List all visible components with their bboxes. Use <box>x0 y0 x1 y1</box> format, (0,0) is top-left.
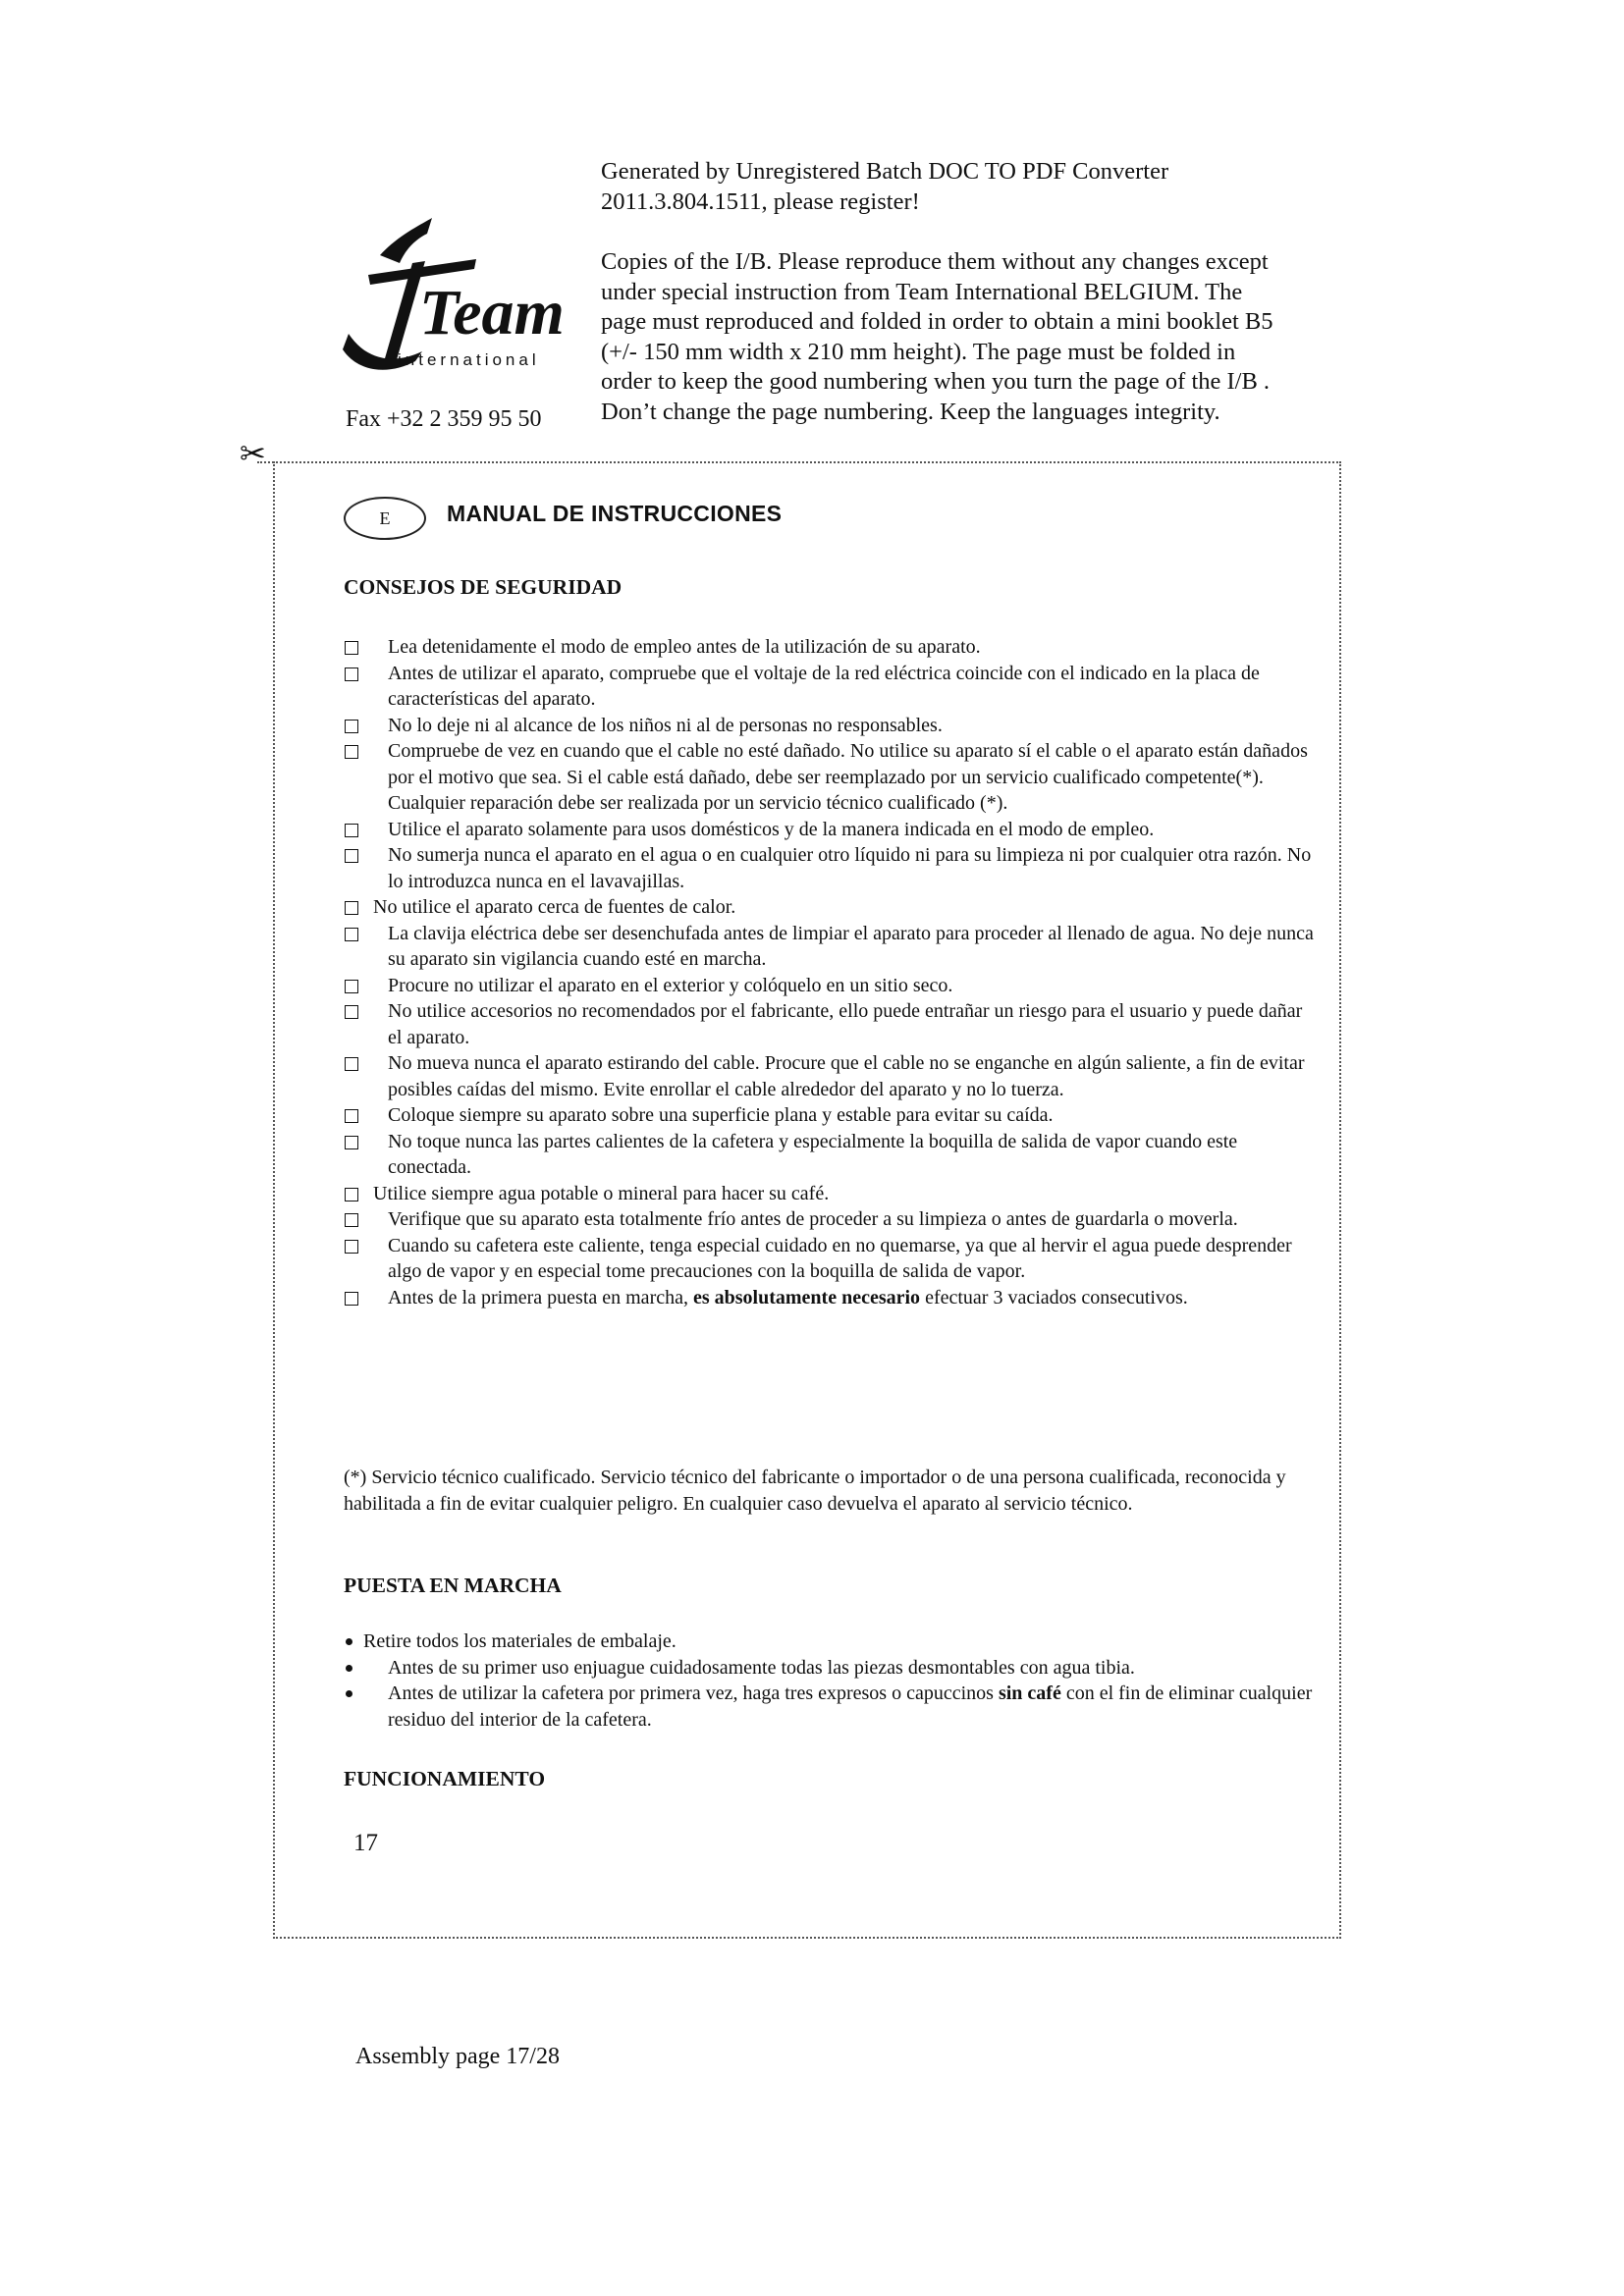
generated-line-2: 2011.3.804.1511, please register! <box>601 187 920 215</box>
list-item: No sumerja nunca el aparato en el agua o en cualquier otro líquido ni para su limpieza ni por cualquier otra razón. No lo introduzca nunca en el lavavajillas. <box>344 842 1316 894</box>
list-item: Cuando su cafetera este caliente, tenga especial cuidado en no quemarse, ya que al hervir el agua puede desprender algo de vapor y en especial tome precauciones con la boquilla de salida de vapor. <box>344 1233 1316 1285</box>
checkbox-icon <box>345 1213 358 1227</box>
list-item: Lea detenidamente el modo de empleo antes de la utilización de su aparato. <box>344 634 1316 661</box>
list-item: Procure no utilizar el aparato en el exterior y colóquelo en un sitio seco. <box>344 973 1316 999</box>
service-note: (*) Servicio técnico cualificado. Servicio técnico del fabricante o importador o de una persona cualificada, reconocida y habilitada a fin de evitar cualquier peligro. En cualquier caso devuelva el aparato al servicio técnico. <box>344 1467 1286 1515</box>
list-item: Coloque siempre su aparato sobre una superficie plana y estable para evitar su caída. <box>344 1102 1316 1129</box>
language-badge: E <box>344 497 426 540</box>
safety-heading: CONSEJOS DE SEGURIDAD <box>344 575 623 599</box>
list-item: Antes de la primera puesta en marcha, es absolutamente necesario efectuar 3 vaciados consecutivos. <box>344 1285 1316 1311</box>
list-item: No mueva nunca el aparato estirando del cable. Procure que el cable no se enganche en algún saliente, a fin de evitar posibles caídas del mismo. Evite enrollar el cable alrededor del aparato y no lo tuerza. <box>344 1050 1316 1102</box>
team-international-logo <box>329 216 565 388</box>
converter-header <box>601 157 1288 427</box>
scissors-icon: ✂ <box>240 436 266 471</box>
list-item: Verifique que su aparato esta totalmente frío antes de proceder a su limpieza o antes de guardarla o moverla. <box>344 1206 1316 1233</box>
list-item: Retire todos los materiales de embalaje. <box>344 1629 1316 1655</box>
checkbox-icon <box>345 1240 358 1254</box>
checkbox-icon <box>345 849 358 863</box>
list-item: Compruebe de vez en cuando que el cable no esté dañado. No utilice su aparato sí el cable o el aparato están dañados por el motivo que sea. Si el cable está dañado, debe ser reemplazado por un servicio cualificado competente(*). Cualquier reparación debe ser realizada por un servicio técnico cualificado (*). <box>344 738 1316 817</box>
list-item: No lo deje ni al alcance de los niños ni al de personas no responsables. <box>344 713 1316 739</box>
copies-instructions: Copies of the I/B. Please reproduce them without any changes except under special instruction from Team International BELGIUM. The page must reproduced and folded in order to obtain a mini booklet B5 (+/- 150 mm width x 210 mm height). The page must be folded in order to keep the good numbering when you turn the page of the I/B . Don’t change the page numbering. Keep the languages integrity. <box>601 248 1273 425</box>
logo-wordmark: Team <box>419 277 565 348</box>
checkbox-icon <box>345 824 358 837</box>
checkbox-icon <box>345 1057 358 1071</box>
checkbox-icon <box>345 1188 358 1201</box>
checkbox-icon <box>345 980 358 993</box>
checkbox-icon <box>345 901 358 915</box>
assembly-page-label: Assembly page 17/28 <box>355 2044 560 2069</box>
list-item: La clavija eléctrica debe ser desenchufada antes de limpiar el aparato para proceder al llenado de agua. No deje nunca su aparato sin vigilancia cuando esté en marcha. <box>344 921 1316 973</box>
setup-list <box>344 1629 1316 1733</box>
bullet-icon <box>346 1665 352 1672</box>
operation-heading: FUNCIONAMIENTO <box>344 1767 546 1790</box>
checkbox-icon <box>345 1005 358 1019</box>
list-item: Antes de utilizar el aparato, compruebe que el voltaje de la red eléctrica coincide con el indicado en la placa de características del aparato. <box>344 661 1316 713</box>
list-item: Antes de su primer uso enjuague cuidadosamente todas las piezas desmontables con agua tibia. <box>344 1655 1316 1682</box>
page-number: 17 <box>353 1830 378 1856</box>
setup-heading: PUESTA EN MARCHA <box>344 1574 562 1597</box>
safety-list <box>344 634 1316 1310</box>
list-item: Utilice siempre agua potable o mineral para hacer su café. <box>344 1181 1316 1207</box>
checkbox-icon <box>345 667 358 681</box>
checkbox-icon <box>345 1136 358 1149</box>
checkbox-icon <box>345 928 358 941</box>
generated-line-1: Generated by Unregistered Batch DOC TO PDF Converter <box>601 158 1169 185</box>
list-item: No toque nunca las partes calientes de la cafetera y especialmente la boquilla de salida de vapor cuando este conectada. <box>344 1129 1316 1181</box>
list-item: No utilice el aparato cerca de fuentes de calor. <box>344 894 1316 921</box>
checkbox-icon <box>345 641 358 655</box>
list-item: Utilice el aparato solamente para usos domésticos y de la manera indicada en el modo de empleo. <box>344 817 1316 843</box>
list-item: Antes de utilizar la cafetera por primera vez, haga tres expresos o capuccinos sin café con el fin de eliminar cualquier residuo del interior de la cafetera. <box>344 1681 1316 1733</box>
bullet-icon <box>346 1690 352 1697</box>
list-item: No utilice accesorios no recomendados por el fabricante, ello puede entrañar un riesgo para el usuario y puede dañar el aparato. <box>344 998 1316 1050</box>
checkbox-icon <box>345 1109 358 1123</box>
fax-number: Fax +32 2 359 95 50 <box>346 406 542 432</box>
checkbox-icon <box>345 720 358 733</box>
manual-title: MANUAL DE INSTRUCCIONES <box>447 501 783 526</box>
logo-subtext: international <box>398 350 540 369</box>
checkbox-icon <box>345 1292 358 1306</box>
checkbox-icon <box>345 745 358 759</box>
generated-notice <box>601 157 1288 217</box>
bullet-icon <box>346 1638 352 1645</box>
